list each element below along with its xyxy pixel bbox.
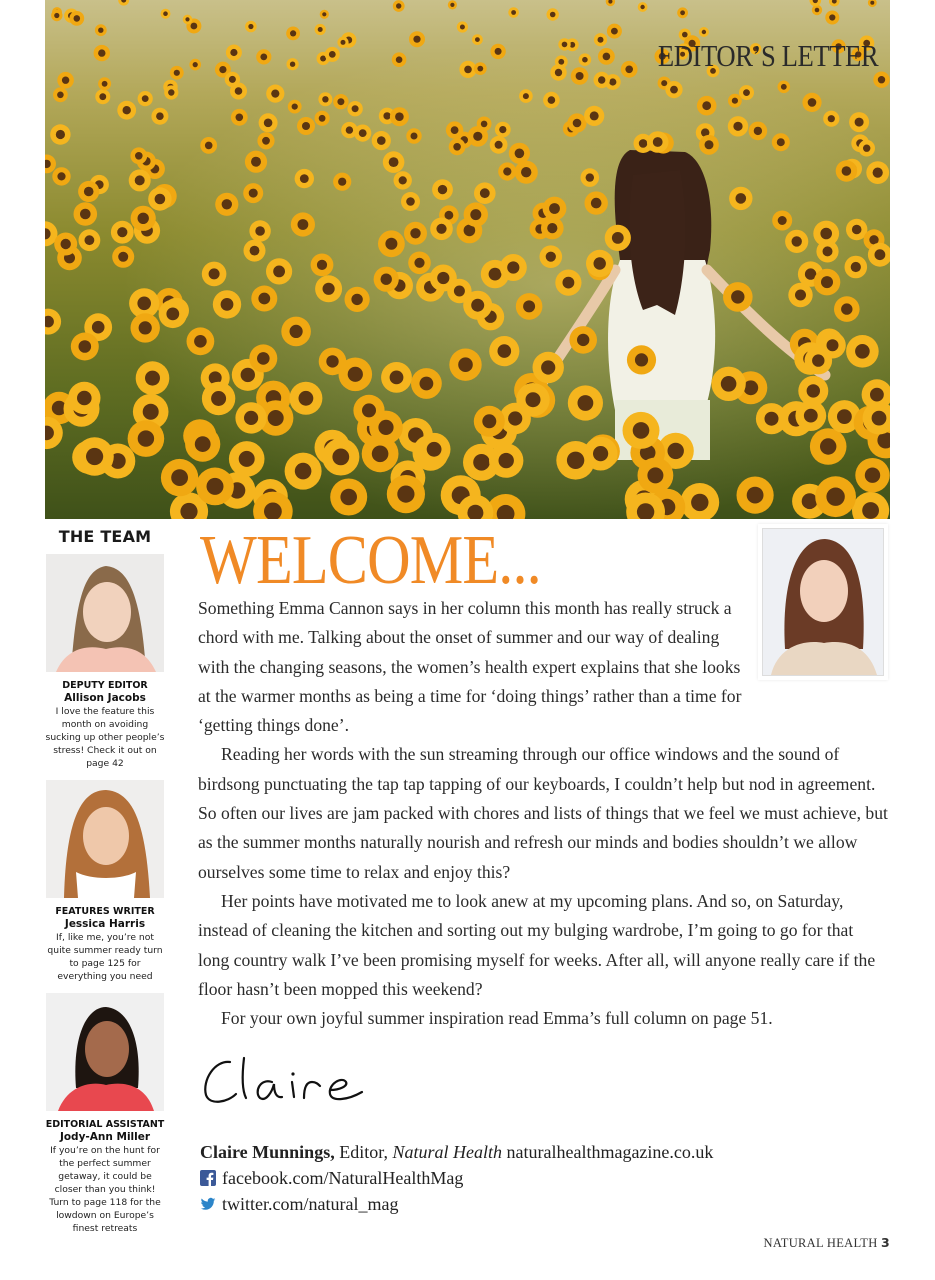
member-name: Jody-Ann Miller: [59, 1131, 151, 1143]
sunflower-center: [731, 290, 744, 303]
sunflower-center: [98, 28, 103, 33]
sunflower-center: [523, 300, 535, 312]
sunflower-center: [319, 115, 326, 122]
sunflower-center: [682, 32, 688, 38]
signature: [200, 1040, 400, 1110]
sunflower-center: [117, 227, 127, 237]
sunflower-center: [290, 61, 295, 66]
sunflower-center: [155, 194, 166, 205]
sunflower-center: [829, 14, 835, 20]
sunflower-center: [875, 249, 886, 260]
sunflower-center: [138, 213, 149, 224]
sunflower-center: [406, 197, 415, 206]
sunflower-center: [352, 105, 359, 112]
sunflower-center: [295, 463, 312, 480]
sunflower-center: [348, 367, 363, 382]
sunflower-center: [680, 10, 685, 15]
article-paragraph: For your own joyful summer inspiration read Emma’s full column on page 51.: [221, 1008, 773, 1029]
sunflower-center: [563, 277, 575, 289]
sunflower-center: [733, 122, 742, 131]
sunflower-center: [702, 101, 711, 110]
sunflower-center: [842, 166, 852, 176]
sunflower-center: [79, 340, 92, 353]
sunflower-center: [410, 228, 420, 238]
sunflower-center: [250, 246, 260, 256]
sunflower-center: [591, 198, 602, 209]
sunflower-center: [555, 69, 562, 76]
sunflower-center: [359, 129, 367, 137]
sunflower-center: [211, 391, 226, 406]
sunflower-center: [482, 414, 496, 428]
sunflower-center: [820, 438, 836, 454]
sunflower-center: [92, 321, 105, 334]
sunflower-center: [163, 11, 168, 16]
article-paragraph: Something Emma Cannon says in her column this month has really struck a chord with me. Talking about the onset of summer and our way of dealing with the changing seasons, the women’s health expert explains that she looks at the warmer months as being a time for ‘doing things’ rather than a time for ‘getting things done’.: [198, 598, 742, 736]
sunflower-center: [515, 149, 525, 159]
avatar: [46, 554, 164, 672]
facebook-row: [200, 1165, 713, 1191]
page-footer: [764, 1235, 890, 1251]
sunflower-center: [573, 119, 582, 128]
sunflower-center: [239, 451, 255, 467]
sunflower-center: [546, 252, 556, 262]
credit-line: [200, 1139, 713, 1165]
sunflower-center: [399, 176, 407, 184]
sunflower-center: [80, 209, 91, 220]
sunflower-center: [251, 157, 261, 167]
sunflower-center: [411, 133, 418, 140]
sunflower-center: [870, 388, 884, 402]
sunflower-center: [221, 298, 234, 311]
sunflower-center: [633, 422, 650, 439]
sunflower-center: [498, 344, 512, 358]
sunflower-center: [464, 66, 472, 74]
sunflower-center: [754, 127, 762, 135]
sunflower-center: [329, 51, 336, 58]
sunflower-center: [471, 299, 484, 312]
twitter-row: [200, 1191, 713, 1217]
sunflower-center: [511, 10, 516, 15]
sunflower-center: [174, 70, 180, 76]
sunflower-center: [812, 354, 824, 366]
sunflower-center: [736, 193, 747, 204]
member-note: I love the feature this month on avoiding sucking up other people’s stress! Check it out on page 42: [45, 706, 165, 769]
sunflower-center: [317, 260, 327, 270]
sunflower-center: [191, 23, 198, 30]
sunflower-center: [721, 376, 737, 392]
sunflower-center: [57, 92, 64, 99]
sunflower-center: [390, 371, 404, 385]
sunflower-center: [271, 90, 279, 98]
sunflower-center: [593, 446, 608, 461]
article-paragraph: Her points have motivated me to look anew at my upcoming plans. And so, on Saturday, instead of cleaning the kitchen and sorting out my bulging wardrobe, I’m going to go for that long country walk I’ve been promising myself for weeks. After all, will anyone really care if the floor hasn’t been mopped this weekend?: [198, 890, 876, 999]
sunflower-center: [322, 12, 326, 16]
sunflower-center: [647, 467, 663, 483]
sunflower-center: [802, 493, 818, 509]
sunflower-center: [248, 24, 253, 29]
sunflower-center: [249, 189, 258, 198]
sunflower-center: [326, 355, 338, 367]
sunflower-center: [625, 66, 633, 74]
sunflowers: [45, 0, 890, 519]
sunflower-center: [413, 36, 420, 43]
sunflower-center: [852, 225, 862, 235]
sunflower-center: [145, 371, 160, 386]
sunflower-center: [841, 303, 852, 314]
sunflower-center: [85, 235, 95, 245]
sunflower-center: [323, 283, 335, 295]
sunflower-field-illustration: [45, 0, 890, 519]
sunflower-center: [340, 489, 357, 506]
sunflower-center: [826, 488, 844, 506]
sunflower-center: [870, 1, 874, 5]
sunflower-center: [473, 454, 490, 471]
sunflower-center: [481, 121, 488, 128]
sunflower-center: [576, 72, 584, 80]
hero-image: [45, 0, 890, 519]
sunflower-center: [194, 335, 207, 348]
sunflower-center: [639, 139, 648, 148]
sunflower-center: [395, 112, 404, 121]
sunflower-center: [219, 66, 226, 73]
sunflower-center: [827, 339, 839, 351]
sunflower-center: [863, 145, 870, 152]
sunflower-center: [138, 430, 154, 446]
sunflower-center: [262, 137, 270, 145]
sunflower-center: [475, 37, 480, 42]
sunflower-center: [547, 223, 557, 233]
sunflower-center: [578, 395, 594, 411]
sunflower-center: [586, 173, 594, 181]
sunflower-center: [778, 216, 787, 225]
sunflower-center: [873, 168, 883, 178]
sunflower-center: [503, 167, 511, 175]
sunflower-center: [54, 13, 59, 18]
sunflower-center: [495, 141, 503, 149]
sunflower-center: [438, 185, 447, 194]
sunflower-center: [562, 42, 568, 48]
member-role: FEATURES WRITER: [55, 906, 155, 917]
sunflower-center: [346, 126, 353, 133]
team-sidebar: [45, 527, 165, 1243]
member-note: If, like me, you’re not quite summer ready turn to page 125 for everything you need: [47, 932, 163, 982]
sunflower-center: [451, 126, 459, 134]
sunflower-center: [550, 12, 556, 18]
sunflower-center: [473, 132, 482, 141]
sunflower-center: [460, 25, 465, 30]
article-body: [198, 594, 888, 1033]
sunflower-center: [862, 502, 879, 519]
sunflower-center: [603, 53, 611, 61]
editor-name: Claire Munnings,: [200, 1142, 335, 1162]
sunflower-center: [193, 62, 198, 67]
sunflower-center: [823, 246, 833, 256]
sunflower-center: [396, 56, 403, 63]
sunflower-center: [807, 384, 820, 397]
sunflower-center: [523, 93, 529, 99]
publication-name: Natural Health: [392, 1142, 502, 1162]
team-member-portrait: [46, 993, 164, 1111]
sunflower-center: [458, 357, 473, 372]
sunflower-center: [118, 252, 128, 262]
sunflower-center: [389, 157, 399, 167]
page-number: 3: [881, 1235, 890, 1250]
sunflower-center: [878, 76, 885, 83]
sunflower-center: [702, 30, 706, 34]
sunflower-center: [865, 468, 880, 483]
sunflower-center: [332, 449, 349, 466]
sunflower-center: [209, 268, 220, 279]
sunflower-center: [795, 290, 806, 301]
sunflower-center: [598, 76, 605, 83]
sunflower-center: [792, 236, 802, 246]
sunflower-center: [338, 178, 346, 186]
sunflower-center: [260, 54, 267, 61]
sunflower-center: [77, 391, 92, 406]
sunflower-center: [56, 130, 65, 139]
sunflower-center: [255, 226, 265, 236]
sunflower-center: [222, 199, 232, 209]
sunflower-center: [453, 143, 461, 151]
sunflower-center: [470, 209, 481, 220]
sunflower-center: [480, 188, 490, 198]
sunflower-center: [577, 334, 589, 346]
sunflower-center: [337, 98, 344, 105]
article-paragraph: Reading her words with the sun streaming through our office windows and the sound of birdsong punctuating the tap tap tapping of our keyboards, I couldn’t help but nod in agreement. So often our lives are jam packed with chores and lists of things that we feel we must achieve, but as the summer months naturally nourish and refresh our minds and bodies shouldn’t we allow ourselves some time to relax and enjoy this?: [198, 744, 888, 882]
sunflower-center: [598, 37, 604, 43]
sunflower-center: [420, 377, 434, 391]
sunflower-center: [821, 276, 833, 288]
sunflower-center: [383, 112, 390, 119]
sunflower-center: [508, 411, 522, 425]
sunflower-center: [732, 98, 738, 104]
sunflower-center: [123, 106, 131, 114]
sunflower-center: [541, 360, 555, 374]
sunflower-center: [804, 409, 818, 423]
sunflower-center: [582, 57, 588, 63]
sunflower-center: [168, 89, 174, 95]
member-note: If you’re on the hunt for the perfect summer getaway, it could be closer than you think! Turn to page 118 for the lowdown on Europe’s finest retreats: [49, 1145, 161, 1234]
team-member: [45, 780, 165, 983]
sunflower-center: [454, 286, 465, 297]
sunflower-center: [594, 257, 606, 269]
sunflower-center: [57, 172, 65, 180]
sunflower-center: [244, 411, 258, 425]
sunflower-center: [318, 27, 323, 32]
signature-drawing: [200, 1040, 400, 1110]
editor-credit: [200, 1139, 713, 1217]
sunflower-center: [820, 228, 832, 240]
sunflower-center: [298, 219, 309, 230]
sunflower-center: [385, 238, 397, 250]
sunflower-center: [450, 3, 454, 7]
sunflower-center: [378, 420, 393, 435]
sunflower-center: [635, 353, 648, 366]
sunflower-center: [300, 174, 309, 183]
sunflower-center: [477, 66, 483, 72]
twitter-link[interactable]: twitter.com/natural_mag: [222, 1194, 399, 1214]
facebook-link[interactable]: facebook.com/NaturalHealthMag: [222, 1168, 464, 1188]
sunflower-center: [521, 167, 531, 177]
footer-magazine: NATURAL HEALTH: [763, 1236, 878, 1250]
sunflower-center: [507, 261, 519, 273]
sunflower-center: [207, 478, 224, 495]
sunflower-center: [268, 410, 284, 426]
sunflower-center: [273, 266, 285, 278]
team-member: [45, 554, 165, 770]
sunflower-center: [139, 321, 152, 334]
sunflower-center: [851, 262, 861, 272]
sunflower-center: [612, 232, 624, 244]
headline: WELCOME...: [200, 522, 541, 599]
member-name: Jessica Harris: [64, 918, 146, 930]
sunflower-center: [445, 211, 454, 220]
sunflower-center: [241, 368, 255, 382]
sunflower-center: [102, 81, 108, 87]
sunflower-center: [558, 59, 564, 65]
team-heading: THE TEAM: [58, 527, 152, 546]
team-member-portrait: [46, 780, 164, 898]
sunflower-center: [74, 15, 81, 22]
sunflower-center: [661, 80, 667, 86]
sunflower-center: [135, 175, 145, 185]
sunflower-center: [264, 119, 273, 128]
sunflower-center: [765, 412, 779, 426]
editor-role: Editor,: [339, 1142, 388, 1162]
sunflower-center: [499, 126, 506, 133]
section-tag: EDITOR’S LETTER: [657, 38, 878, 73]
sunflower-center: [815, 8, 820, 13]
sunflower-center: [372, 446, 389, 463]
sunflower-center: [436, 224, 446, 234]
member-role: DEPUTY EDITOR: [62, 680, 148, 691]
team-member: [45, 993, 165, 1235]
sunflower-center: [872, 411, 887, 426]
sunflower-center: [62, 77, 69, 84]
website-link[interactable]: naturalhealthmagazine.co.uk: [506, 1142, 714, 1162]
team-member-portrait: [46, 554, 164, 672]
sunflower-center: [135, 152, 143, 160]
member-name: Allison Jacobs: [64, 692, 146, 704]
sunflower-center: [611, 28, 618, 35]
twitter-bird-icon: [200, 1196, 216, 1212]
sunflower-center: [691, 494, 708, 511]
sunflower-center: [258, 293, 270, 305]
sunflower-center: [397, 486, 414, 503]
sunflower-center: [499, 453, 514, 468]
sunflower-center: [670, 86, 678, 94]
sunflower-center: [299, 391, 314, 406]
sunflower-center: [590, 111, 599, 120]
sunflower-center: [828, 115, 835, 122]
sunflower-center: [137, 297, 151, 311]
sunflower-center: [143, 404, 159, 420]
sunflower-center: [99, 93, 106, 100]
sunflower-center: [86, 448, 103, 465]
sunflower-center: [302, 122, 310, 130]
sunflower-center: [526, 392, 541, 407]
sunflower-center: [230, 49, 237, 56]
sunflower-center: [235, 87, 243, 95]
sunflower-center: [322, 96, 328, 102]
sunflower-center: [185, 17, 189, 21]
sunflower-center: [205, 142, 213, 150]
sunflower-center: [377, 136, 386, 145]
sunflower-center: [495, 48, 502, 55]
sunflower-center: [837, 409, 852, 424]
sunflower-center: [743, 89, 750, 96]
sunflower-center: [257, 352, 270, 365]
sunflower-center: [351, 294, 362, 305]
sunflower-center: [84, 187, 94, 197]
sunflower-center: [98, 49, 105, 56]
sunflower-center: [61, 239, 71, 249]
sunflower-center: [171, 469, 188, 486]
sunflower-center: [747, 487, 764, 504]
sunflower-center: [609, 78, 616, 85]
sunflower-center: [292, 104, 298, 110]
sunflower-center: [142, 95, 149, 102]
sunflower-center: [567, 452, 584, 469]
sunflower-center: [640, 5, 644, 9]
sunflower-center: [195, 436, 211, 452]
sunflower-center: [427, 442, 442, 457]
sunflower-center: [548, 96, 556, 104]
sunflower-center: [855, 344, 870, 359]
sunflower-center: [855, 118, 864, 127]
sunflower-center: [381, 274, 392, 285]
sunflower-center: [229, 76, 236, 83]
sunflower-center: [705, 140, 714, 149]
sunflower-center: [166, 308, 179, 321]
sunflower-center: [777, 138, 785, 146]
avatar: [46, 993, 164, 1111]
sunflower-center: [236, 114, 244, 122]
sunflower-center: [808, 98, 817, 107]
sunflower-center: [414, 258, 424, 268]
sunflower-center: [396, 3, 401, 8]
avatar: [46, 780, 164, 898]
sunflower-center: [668, 443, 684, 459]
sunflower-center: [290, 325, 303, 338]
sunflower-center: [653, 137, 663, 147]
sunflower-center: [362, 403, 376, 417]
sunflower-center: [781, 84, 787, 90]
sunflower-center: [437, 272, 449, 284]
member-role: EDITORIAL ASSISTANT: [45, 1119, 165, 1130]
sunflower-center: [156, 112, 164, 120]
facebook-icon: [200, 1170, 216, 1186]
sunflower-center: [341, 40, 346, 45]
sunflower-center: [489, 268, 502, 281]
sunflower-center: [290, 30, 296, 36]
sunflower-center: [549, 203, 560, 214]
